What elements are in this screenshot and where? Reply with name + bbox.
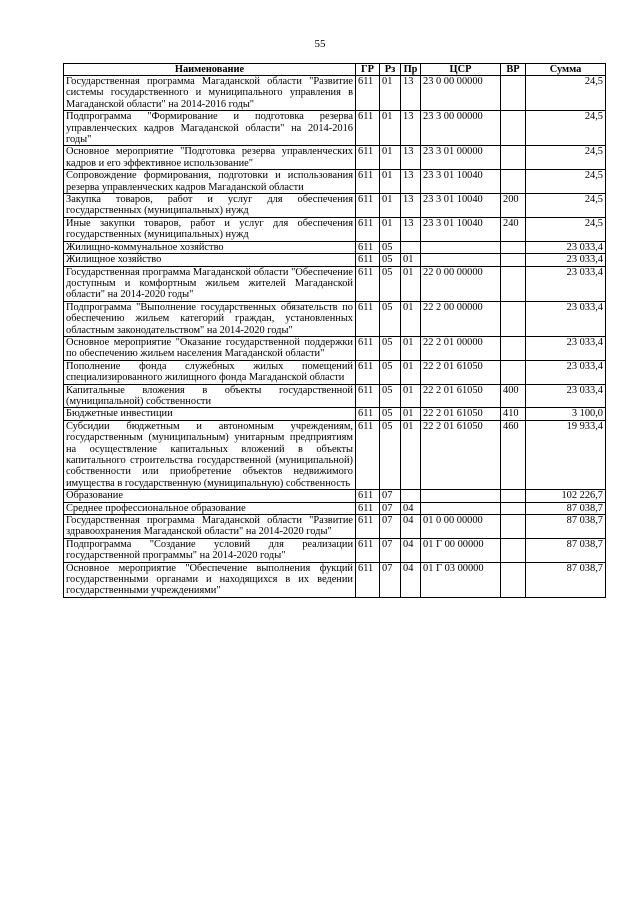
- cell-rz: 05: [380, 360, 401, 384]
- cell-name: Среднее профессиональное образование: [64, 502, 356, 514]
- cell-pr: 13: [401, 76, 421, 111]
- cell-vr: [501, 111, 526, 146]
- cell-name: Бюджетные инвестиции: [64, 408, 356, 420]
- cell-vr: 240: [501, 217, 526, 241]
- cell-rz: 05: [380, 266, 401, 301]
- table-row: [64, 502, 606, 514]
- cell-csr: [421, 254, 501, 266]
- cell-name: Пополнение фонда служебных жилых помещений специализированного жилищного фонда Магаданской области: [64, 360, 356, 384]
- cell-csr: 22 2 01 61050: [421, 360, 501, 384]
- table-row: [64, 241, 606, 253]
- cell-gr: 611: [356, 360, 380, 384]
- cell-vr: [501, 241, 526, 253]
- column-header-name: Наименование: [64, 64, 356, 76]
- cell-csr: 01 Г 00 00000: [421, 538, 501, 562]
- cell-vr: 460: [501, 420, 526, 489]
- cell-rz: 05: [380, 336, 401, 360]
- budget-table: [63, 63, 606, 598]
- cell-sum: 3 100,0: [526, 408, 606, 420]
- cell-rz: 05: [380, 301, 401, 336]
- cell-gr: 611: [356, 562, 380, 597]
- cell-pr: 01: [401, 408, 421, 420]
- cell-vr: [501, 502, 526, 514]
- cell-sum: 24,5: [526, 76, 606, 111]
- cell-pr: 01: [401, 336, 421, 360]
- cell-name: Сопровождение формирования, подготовки и использования резерва управленческих кадров Магаданской области: [64, 170, 356, 194]
- table-row: [64, 111, 606, 146]
- cell-vr: 400: [501, 384, 526, 408]
- cell-name: Жилищное хозяйство: [64, 254, 356, 266]
- table-row: [64, 194, 606, 218]
- column-header-vr: ВР: [501, 64, 526, 76]
- cell-pr: 13: [401, 194, 421, 218]
- table-row: [64, 515, 606, 539]
- cell-sum: 24,5: [526, 146, 606, 170]
- cell-vr: 200: [501, 194, 526, 218]
- cell-csr: 22 2 00 00000: [421, 301, 501, 336]
- cell-rz: 05: [380, 408, 401, 420]
- table-row: [64, 384, 606, 408]
- cell-sum: 23 033,4: [526, 384, 606, 408]
- table-header-row: [64, 64, 606, 76]
- cell-sum: 19 933,4: [526, 420, 606, 489]
- cell-sum: 23 033,4: [526, 266, 606, 301]
- cell-sum: 24,5: [526, 194, 606, 218]
- cell-name: Основное мероприятие "Оказание государственной поддержки по обеспечению жильем населения Магаданской области": [64, 336, 356, 360]
- cell-name: Жилищно-коммунальное хозяйство: [64, 241, 356, 253]
- cell-vr: [501, 170, 526, 194]
- cell-name: Основное мероприятие "Подготовка резерва управленческих кадров и его эффективное использование": [64, 146, 356, 170]
- table-row: [64, 170, 606, 194]
- cell-pr: 13: [401, 170, 421, 194]
- cell-rz: 01: [380, 170, 401, 194]
- cell-csr: 23 3 01 10040: [421, 217, 501, 241]
- cell-vr: [501, 266, 526, 301]
- cell-gr: 611: [356, 254, 380, 266]
- cell-name: Закупка товаров, работ и услуг для обеспечения государственных (муниципальных) нужд: [64, 194, 356, 218]
- table-row: [64, 360, 606, 384]
- cell-vr: [501, 360, 526, 384]
- table-row: [64, 420, 606, 489]
- cell-name: Подпрограмма "Формирование и подготовка резерва управленческих кадров Магаданской области" на 2014-2016 годы": [64, 111, 356, 146]
- cell-pr: [401, 241, 421, 253]
- cell-rz: 07: [380, 562, 401, 597]
- cell-csr: 23 3 01 00000: [421, 146, 501, 170]
- cell-rz: 01: [380, 194, 401, 218]
- cell-name: Иные закупки товаров, работ и услуг для обеспечения государственных (муниципальных) нужд: [64, 217, 356, 241]
- cell-sum: 23 033,4: [526, 301, 606, 336]
- cell-name: Основное мероприятие "Обеспечение выполнения фукций государственными органами и находящихся в их ведении государственными учреждениями": [64, 562, 356, 597]
- cell-vr: [501, 254, 526, 266]
- table-row: [64, 301, 606, 336]
- cell-pr: 01: [401, 266, 421, 301]
- cell-gr: 611: [356, 420, 380, 489]
- column-header-rz: Рз: [380, 64, 401, 76]
- cell-gr: 611: [356, 490, 380, 502]
- cell-name: Капитальные вложения в объекты государственной (муниципальной) собственности: [64, 384, 356, 408]
- cell-rz: 05: [380, 254, 401, 266]
- cell-vr: [501, 562, 526, 597]
- cell-csr: 01 Г 03 00000: [421, 562, 501, 597]
- column-header-csr: ЦСР: [421, 64, 501, 76]
- cell-sum: 24,5: [526, 217, 606, 241]
- cell-gr: 611: [356, 384, 380, 408]
- cell-csr: 22 2 01 61050: [421, 420, 501, 489]
- cell-rz: 07: [380, 538, 401, 562]
- cell-csr: [421, 502, 501, 514]
- cell-vr: [501, 490, 526, 502]
- table-row: [64, 538, 606, 562]
- cell-vr: [501, 336, 526, 360]
- cell-gr: 611: [356, 146, 380, 170]
- cell-pr: 13: [401, 217, 421, 241]
- cell-sum: 102 226,7: [526, 490, 606, 502]
- cell-rz: 01: [380, 76, 401, 111]
- table-row: [64, 254, 606, 266]
- cell-pr: 01: [401, 301, 421, 336]
- cell-csr: 23 0 00 00000: [421, 76, 501, 111]
- cell-pr: 04: [401, 538, 421, 562]
- cell-rz: 07: [380, 490, 401, 502]
- cell-sum: 87 038,7: [526, 515, 606, 539]
- cell-gr: 611: [356, 266, 380, 301]
- cell-vr: 410: [501, 408, 526, 420]
- cell-pr: 04: [401, 562, 421, 597]
- cell-pr: 04: [401, 515, 421, 539]
- cell-name: Субсидии бюджетным и автономным учреждениям, государственным (муниципальным) унитарным предприятиям на осуществление капитальных вложений в объекты капитального строительства государственной (муниципальной) собственности или приобретение объектов недвижимого имущества в государственную (муниципальную) собственность: [64, 420, 356, 489]
- cell-pr: 01: [401, 360, 421, 384]
- cell-pr: 04: [401, 502, 421, 514]
- cell-gr: 611: [356, 111, 380, 146]
- cell-vr: [501, 538, 526, 562]
- cell-csr: 22 2 01 00000: [421, 336, 501, 360]
- table-row: [64, 408, 606, 420]
- cell-sum: 23 033,4: [526, 241, 606, 253]
- cell-rz: 05: [380, 384, 401, 408]
- cell-gr: 611: [356, 538, 380, 562]
- cell-name: Государственная программа Магаданской области "Развитие здравоохранения Магаданской области" на 2014-2020 годы": [64, 515, 356, 539]
- cell-name: Подпрограмма "Выполнение государственных обязательств по обеспечению жильем категорий граждан, установленных областным законодательством" на 2014-2020 годы": [64, 301, 356, 336]
- cell-pr: 13: [401, 111, 421, 146]
- cell-sum: 24,5: [526, 111, 606, 146]
- cell-name: Государственная программа Магаданской области "Развитие системы государственного и муниципального управления в Магаданской области" на 2014-2016 годы": [64, 76, 356, 111]
- cell-sum: 24,5: [526, 170, 606, 194]
- cell-vr: [501, 76, 526, 111]
- cell-sum: 23 033,4: [526, 360, 606, 384]
- cell-gr: 611: [356, 515, 380, 539]
- cell-vr: [501, 515, 526, 539]
- cell-sum: 87 038,7: [526, 538, 606, 562]
- column-header-sum: Сумма: [526, 64, 606, 76]
- cell-sum: 23 033,4: [526, 254, 606, 266]
- table-row: [64, 146, 606, 170]
- cell-csr: 22 2 01 61050: [421, 384, 501, 408]
- cell-vr: [501, 146, 526, 170]
- cell-gr: 611: [356, 217, 380, 241]
- table-row: [64, 490, 606, 502]
- cell-pr: 13: [401, 146, 421, 170]
- cell-rz: 01: [380, 146, 401, 170]
- cell-rz: 01: [380, 111, 401, 146]
- cell-csr: 22 0 00 00000: [421, 266, 501, 301]
- cell-gr: 611: [356, 241, 380, 253]
- cell-csr: 22 2 01 61050: [421, 408, 501, 420]
- table-row: [64, 266, 606, 301]
- cell-name: Подпрограмма "Создание условий для реализации государственной программы" на 2014-2020 годы": [64, 538, 356, 562]
- cell-gr: 611: [356, 76, 380, 111]
- cell-rz: 05: [380, 420, 401, 489]
- table-row: [64, 217, 606, 241]
- cell-rz: 07: [380, 502, 401, 514]
- cell-gr: 611: [356, 502, 380, 514]
- cell-csr: [421, 241, 501, 253]
- cell-sum: 87 038,7: [526, 502, 606, 514]
- cell-gr: 611: [356, 408, 380, 420]
- cell-rz: 07: [380, 515, 401, 539]
- column-header-pr: Пр: [401, 64, 421, 76]
- cell-gr: 611: [356, 194, 380, 218]
- cell-pr: 01: [401, 420, 421, 489]
- cell-pr: [401, 490, 421, 502]
- cell-gr: 611: [356, 170, 380, 194]
- cell-sum: 87 038,7: [526, 562, 606, 597]
- table-body: [64, 76, 606, 598]
- cell-rz: 05: [380, 241, 401, 253]
- cell-pr: 01: [401, 384, 421, 408]
- table-row: [64, 76, 606, 111]
- cell-vr: [501, 301, 526, 336]
- table-row: [64, 336, 606, 360]
- cell-sum: 23 033,4: [526, 336, 606, 360]
- cell-gr: 611: [356, 301, 380, 336]
- cell-csr: 23 3 00 00000: [421, 111, 501, 146]
- cell-csr: 23 3 01 10040: [421, 170, 501, 194]
- cell-csr: 01 0 00 00000: [421, 515, 501, 539]
- cell-name: Образование: [64, 490, 356, 502]
- cell-rz: 01: [380, 217, 401, 241]
- table-row: [64, 562, 606, 597]
- cell-csr: [421, 490, 501, 502]
- page-number: 55: [314, 38, 326, 50]
- cell-csr: 23 3 01 10040: [421, 194, 501, 218]
- column-header-gr: ГР: [356, 64, 380, 76]
- cell-pr: 01: [401, 254, 421, 266]
- cell-gr: 611: [356, 336, 380, 360]
- cell-name: Государственная программа Магаданской области "Обеспечение доступным и комфортным жильем жителей Магаданской области" на 2014-2020 годы": [64, 266, 356, 301]
